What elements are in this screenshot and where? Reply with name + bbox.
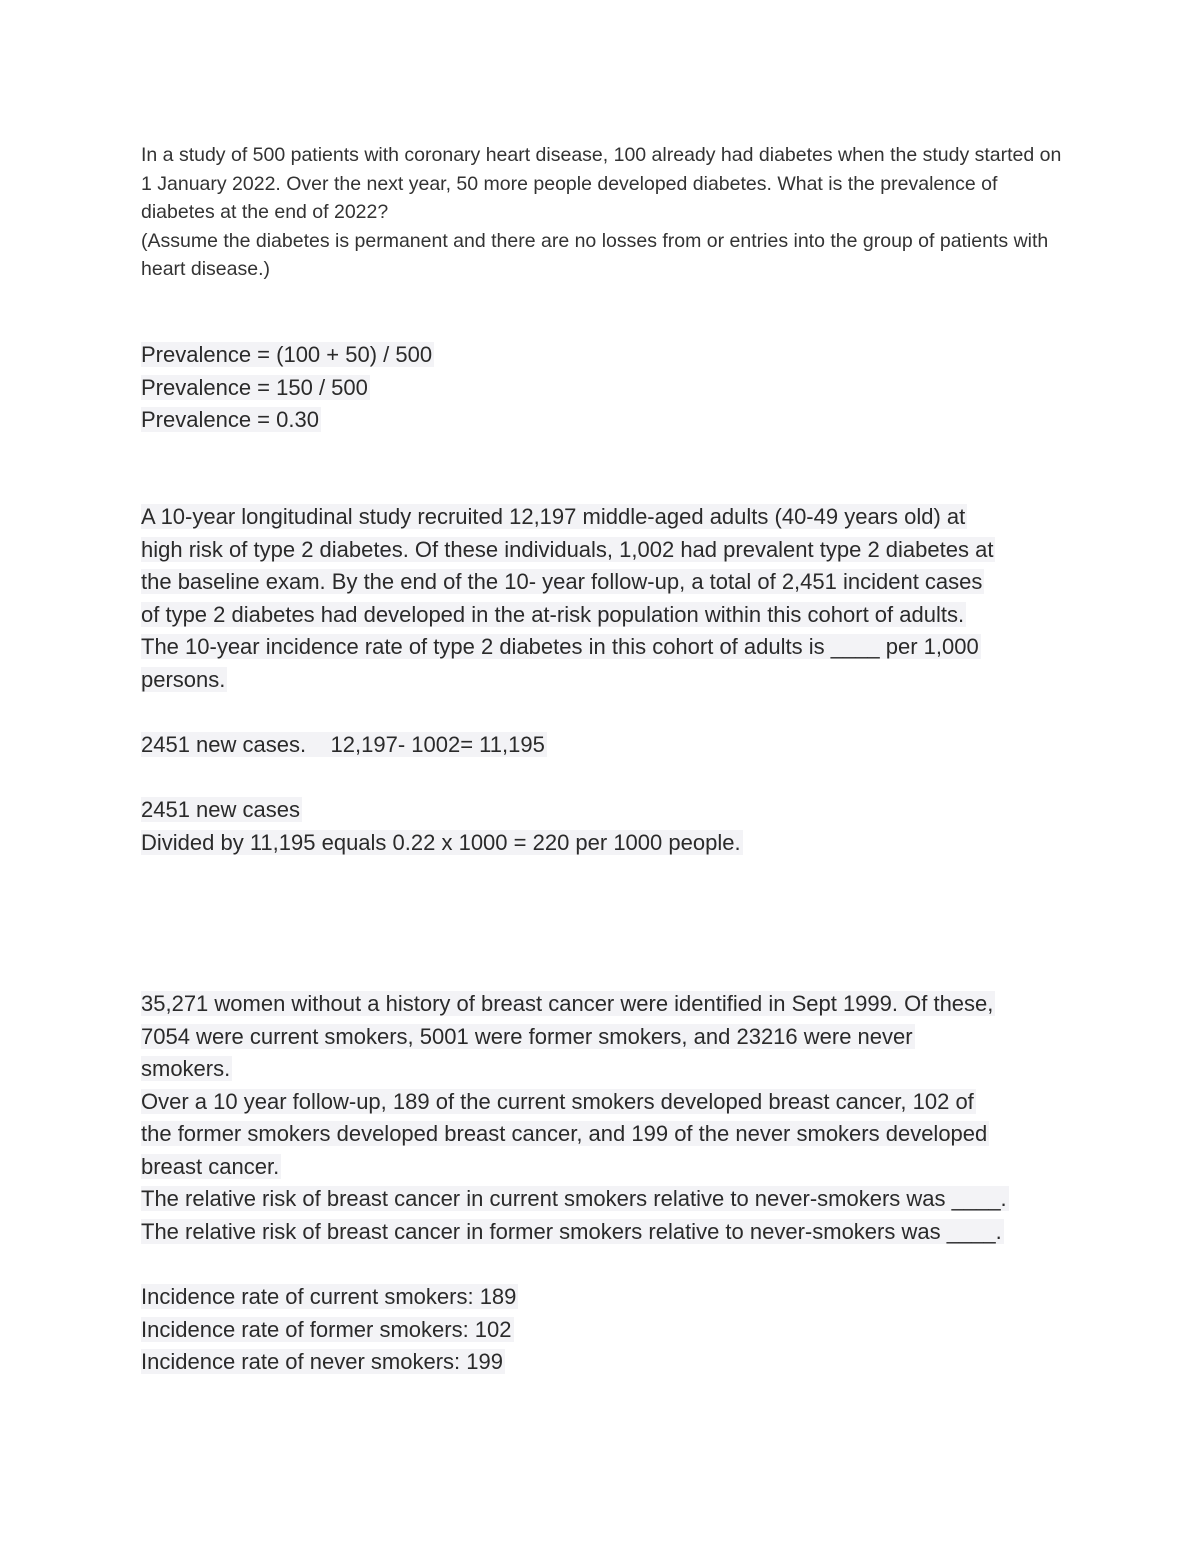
- answer-2-result: [141, 794, 1066, 859]
- question-2-line: A 10-year longitudinal study recruited 12,197 middle-aged adults (40-49 years old) at: [141, 504, 966, 529]
- question-3-line: breast cancer.: [141, 1153, 280, 1179]
- question-3-line: the former smokers developed breast cancer, and 199 of the never smokers developed: [141, 1121, 988, 1146]
- question-1-text: In a study of 500 patients with coronary heart disease, 100 already had diabetes when the study started on 1 January 2022. Over the next year, 50 more people developed diabetes. What is the prevalence of diabetes at the end of 2022?: [141, 144, 1062, 223]
- answer-2-working: [141, 729, 1066, 762]
- answer-1-line: Prevalence = (100 + 50) / 500: [141, 342, 433, 367]
- question-3-line: smokers.: [141, 1056, 231, 1081]
- answer-3-line: Incidence rate of current smokers: 189: [141, 1284, 517, 1309]
- question-2-line: of type 2 diabetes had developed in the at-risk population within this cohort of adults.: [141, 601, 965, 627]
- question-3-line: 7054 were current smokers, 5001 were former smokers, and 23216 were never: [141, 1023, 913, 1049]
- question-1: [141, 141, 1066, 284]
- answer-3-line: Incidence rate of never smokers: 199: [141, 1349, 503, 1374]
- question-2-line: the baseline exam. By the end of the 10- year follow-up, a total of 2,451 incident cases: [141, 569, 983, 594]
- question-2-line: persons.: [141, 666, 226, 692]
- question-3-line: Over a 10 year follow-up, 189 of the current smokers developed breast cancer, 102 of: [141, 1088, 974, 1114]
- question-2-line: high risk of type 2 diabetes. Of these individuals, 1,002 had prevalent type 2 diabetes at: [141, 536, 994, 562]
- question-3: [141, 988, 1066, 1248]
- question-2-line: The 10-year incidence rate of type 2 diabetes in this cohort of adults is ____ per 1,000: [141, 634, 979, 659]
- answer-1: [141, 339, 1066, 437]
- answer-3: [141, 1281, 1066, 1379]
- answer-2-line: 2451 new cases: [141, 797, 300, 822]
- question-2: [141, 501, 1066, 696]
- question-3-line: 35,271 women without a history of breast cancer were identified in Sept 1999. Of these,: [141, 991, 994, 1016]
- answer-2-line: 2451 new cases. 12,197- 1002= 11,195: [141, 732, 545, 757]
- answer-1-line: Prevalence = 150 / 500: [141, 374, 368, 400]
- question-1-note: (Assume the diabetes is permanent and there are no losses from or entries into the group of patients with heart disease.): [141, 229, 1049, 280]
- answer-3-line: Incidence rate of former smokers: 102: [141, 1316, 512, 1342]
- answer-1-line: Prevalence = 0.30: [141, 407, 319, 432]
- question-3-line: The relative risk of breast cancer in former smokers relative to never-smokers was ____.: [141, 1218, 1002, 1244]
- question-3-line: The relative risk of breast cancer in current smokers relative to never-smokers was ____.: [141, 1186, 1007, 1211]
- answer-2-line: Divided by 11,195 equals 0.22 x 1000 = 220 per 1000 people.: [141, 829, 741, 855]
